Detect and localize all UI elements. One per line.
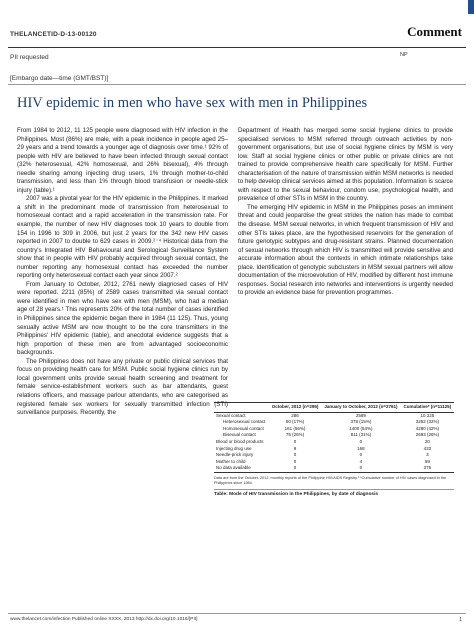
table-header-cell: Cumulative* (n=11125) [401, 403, 454, 413]
table-cell: 375 [401, 465, 454, 472]
table-header-cell [214, 403, 269, 413]
table-row [214, 465, 454, 472]
row-label: Sexual contact [216, 412, 246, 418]
table-cell: 0 [359, 452, 363, 458]
footer-text: www.thelancet.com/infection Published online XXXX, 2013 http://dx.doi.org/10.1016/[PII] [10, 617, 198, 622]
np-note: NP [400, 52, 408, 58]
pii-note: PII requested [10, 54, 49, 61]
embargo-note: [Embargo date—time (GMT/BST)] [10, 75, 109, 82]
table-caption: Table: Mode of HIV transmission in the Philippines, by date of diagnosis [214, 489, 454, 497]
table-cell: 2589 [355, 412, 366, 418]
body-column-left [17, 127, 228, 418]
table-cell: 9 [293, 445, 297, 451]
table-cell: 1400 (54%) [349, 425, 373, 431]
header-divider [8, 84, 466, 85]
paragraph: The emerging HIV epidemic in MSM in the Philippines poses an imminent threat and could jeopardise the great strides the nation has made to combat the disease. MSM sexual networks, in which frequent transmission of HIV and other STIs takes place, are the hypothesised reservoirs for the generation of future genotypic subtypes and drug-resistant strains. Planned documentation of sexual networks through which HIV is transmitted will provide sensitive and accurate information about the contexts in which intimate relationships take place. Identification of genotypic subclusters in MSM sexual partners will allow documentation of the microevolution of HIV, modified by different host immune responses. Social research into networks and interventions is urgently needed to provide an evidence base for prevention programmes. [238, 203, 453, 297]
table-cell: 161 (56%) [284, 425, 306, 431]
table-cell: 378 (15%) [350, 419, 372, 425]
row-label: Needle-prick injury [216, 452, 254, 458]
table-cell: 2693 (26%) [415, 432, 439, 438]
row-label: Mother to child [216, 458, 246, 464]
table-header-cell: October, 2012 (n=295) [269, 403, 321, 413]
article-title: HIV epidemic in men who have sex with men in Philippines [17, 95, 368, 111]
row-label: Homosexual contact [223, 425, 264, 431]
table-header-cell: January to October, 2012 (n=2761) [321, 403, 401, 413]
row-label: Injecting drug use [216, 445, 252, 451]
paragraph: The Philippines does not have any private or public clinical services that focus on providing health care for MSM. Public social hygiene clinics run by local government units provide sexual health screening and treatment for female service-establishment workers such as bar attendants, guest relations officers, and massage parlour attendants, who are categorised as registered female sex workers for sexually transmitted infection (STI) surveillance purposes. Recently, the [17, 357, 228, 417]
table-cell: 50 (17%) [285, 419, 305, 425]
table-cell: 20 [424, 438, 430, 444]
table-cell: 0 [293, 458, 297, 464]
transmission-table [214, 402, 454, 473]
table-footnote: Data are from the October, 2012, monthly reports of the Philippine HIV/AIDS Registry.¹ *Cumulative number of HIV cases diagnosed in the Philippines since 1984. [214, 475, 447, 485]
table-cell: 811 (31%) [350, 432, 372, 438]
top-divider [8, 47, 466, 48]
table-cell: 75 (26%) [285, 432, 305, 438]
table-cell: 3 [426, 452, 429, 458]
paragraph: From 1984 to 2012, 11 125 people were diagnosed with HIV infection in the Philippines. Most (86%) are male, with a peak incidence in people aged 25–29 years and a trend towards a younger age of diagnosis over time.¹ 92% of people with HIV are believed to have been infected through sexual contact (32% heterosexual, 42% homosexual, and 26% bisexual), 4% through needle sharing among injecting drug users, 1% through mother-to-child transmission, and less than 1% through blood transfusion or needle-stick injury (table).¹ [17, 127, 228, 194]
paragraph: 2007 was a pivotal year for the HIV epidemic in the Philippines. It marked a shift in the predominant mode of transmission from heterosexual to homosexual contact and a rapid acceleration in the transmission rate. For example, the number of new HIV diagnoses took 10 years to double from 154 in 1996 to 309 in 2006, but just 2 years for the 342 new HIV cases reported in 2007 to double to 629 cases in 2009.²⁻⁴ Historical data from the country's Integrated HIV Behavioural and Serological Surveillance System show that in people with HIV probably acquired through sexual contact, the number reporting any homosexual contact has exceeded the number reporting only heterosexual contact each year since 2007.² [17, 195, 228, 280]
table-cell: 4280 (42%) [415, 425, 439, 431]
table-cell: 59 [424, 458, 430, 464]
table-row [214, 452, 454, 459]
section-label: Comment [407, 24, 462, 39]
table-row [214, 412, 454, 419]
row-label: Heterosexual contact [223, 419, 266, 425]
table-cell: 0 [359, 438, 363, 444]
row-label: Bisexual contact [223, 432, 256, 438]
table-row [214, 439, 454, 446]
table-cell: 10 225 [420, 412, 435, 418]
footer-divider [8, 613, 466, 614]
table-row [214, 446, 454, 453]
table-cell: 3252 (32%) [415, 419, 439, 425]
table-cell: 0 [293, 452, 297, 458]
table-cell: 0 [293, 438, 297, 444]
table-cell: 0 [321, 465, 401, 472]
paragraph: From January to October, 2012, 2761 newly diagnosed cases of HIV were reported. 2211 (85%) of 2589 cases transmitted via sexual contact were identified in men who have sex with men (MSM), who had a median age of 28 years.¹ This represents 20% of the total number of cases identified in Philippines since the epidemic began there in 1984 (11 125). Thus, young sexually active MSM are now thought to be the core transmitters in the Philippines' HIV epidemic (table), and anecdotal evidence suggests that a high proportion of these men are from advantaged socioeconomic backgrounds. [17, 280, 228, 357]
body-column-right [238, 127, 453, 298]
page-number: 1 [459, 617, 462, 623]
table-row [214, 426, 454, 433]
table-cell: 0 [269, 465, 321, 472]
data-table-block [214, 402, 454, 497]
paragraph: Department of Health has merged some social hygiene clinics to provide specialised services to MSM referred through outreach activities by non-government organisations, but use of social hygiene clinics by MSM is very low. Staff at social hygiene clinics or other public or private clinics are not trained to provide comprehensive health care specifically for MSM. Further characterisation of the nature of transmission within MSM networks is needed to help develop clinical services aimed at this population. Information is scarce with respect to the sexual behaviour, condom use, psychological health, and prevalence of other STIs in MSM in the country. [238, 127, 453, 203]
table-cell: 433 [423, 445, 432, 451]
table-row [214, 432, 454, 439]
table-row [214, 459, 454, 466]
table-cell: 168 [357, 445, 365, 451]
table-cell: 4 [359, 458, 363, 464]
document-id: THELANCETID-D-13-00120 [10, 31, 97, 38]
section-tab-marker [468, 0, 474, 14]
table-cell: 286 [291, 412, 299, 418]
row-label: No data available [214, 465, 269, 472]
row-label: Blood or blood products [216, 438, 264, 444]
table-row [214, 419, 454, 426]
